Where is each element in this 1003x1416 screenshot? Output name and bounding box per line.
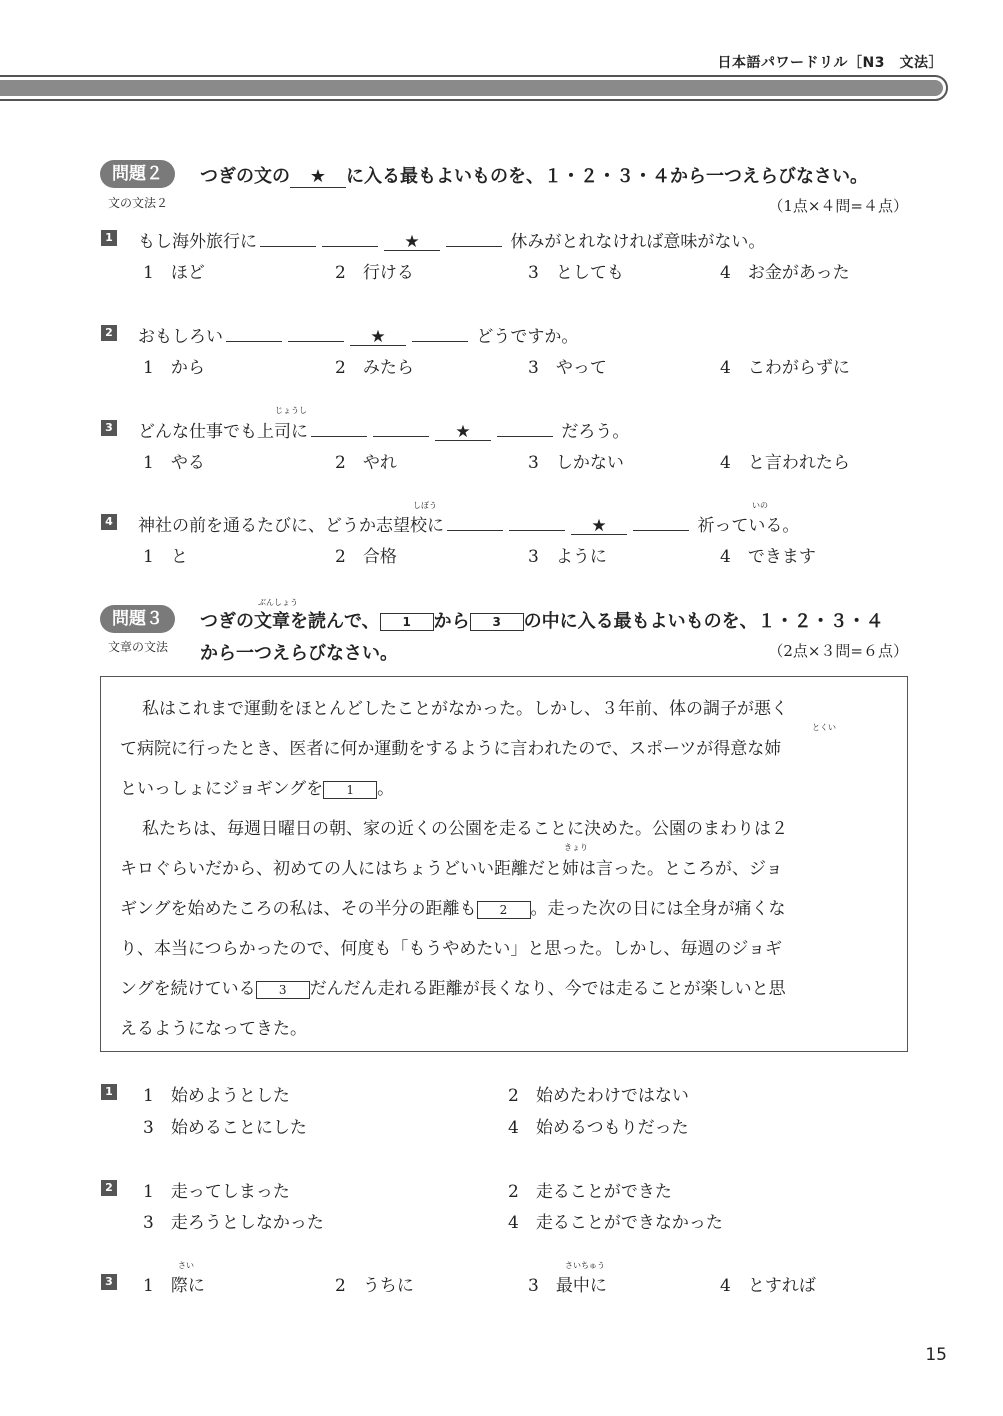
option: 2 行ける	[335, 263, 414, 283]
option: 4 走ることができなかった	[508, 1213, 723, 1233]
passage-line: 私たちは、毎週日曜日の朝、家の近くの公園を走ることに決めた。公園のまわりは２	[142, 819, 788, 839]
question-number: 4	[101, 514, 117, 530]
mondai3-instruction-line2: から一つえらびなさい。	[200, 643, 398, 664]
question-text: おもしろい ★ どうですか。	[138, 327, 579, 347]
option: 4 お金があった	[720, 263, 850, 283]
option: 2 走ることができた	[508, 1182, 672, 1202]
question-number: 2	[101, 325, 117, 341]
mondai2-instruction: つぎの文の ★ に入る最もよいものを、１・２・３・４から一つえらびなさい。	[200, 166, 868, 187]
option: 1 際に	[143, 1276, 205, 1296]
passage-line: えるようになってきた。	[120, 1019, 307, 1039]
question-number: 2	[101, 1180, 117, 1196]
question-number: 3	[101, 420, 117, 436]
option: 3 やって	[528, 358, 607, 378]
passage-line: ギングを始めたころの私は、その半分の距離も 2 。走った次の日には全身が痛くな	[120, 899, 786, 919]
option: 1 ほど	[143, 263, 205, 283]
mondai3-instruction: つぎの文章を読んで、 1 から 3 の中に入る最もよいものを、１・２・３・４	[200, 611, 884, 632]
option: 1 やる	[143, 453, 205, 473]
passage-line: といっしょにジョギングを 1 。	[120, 779, 395, 799]
question-text: もし海外旅行に ★ 休みがとれなければ意味がない。	[138, 232, 766, 252]
option: 2 うちに	[335, 1276, 414, 1296]
header-title: 日本語パワードリル［N3 文法］	[717, 55, 943, 71]
option: 4 できます	[720, 547, 816, 567]
option: 2 合格	[335, 547, 397, 567]
question-number: 3	[101, 1274, 117, 1290]
furigana: ぶんしょう	[258, 598, 298, 607]
mondai3-badge: 問題３	[100, 605, 175, 633]
question-number: 1	[101, 1084, 117, 1100]
furigana: とくい	[812, 723, 836, 732]
option: 1 始めようとした	[143, 1086, 290, 1106]
mondai3-score: （2点×３問=６点）	[768, 642, 908, 660]
option: 3 としても	[528, 263, 624, 283]
option: 2 やれ	[335, 453, 397, 473]
furigana: さいちゅう	[565, 1261, 605, 1270]
option: 2 始めたわけではない	[508, 1086, 689, 1106]
furigana: さい	[178, 1261, 194, 1270]
mondai2-sublabel: 文の文法２	[108, 196, 169, 210]
passage-line: て病院に行ったとき、医者に何か運動をするように言われたので、スポーツが得意な姉	[120, 739, 782, 759]
header-bar	[0, 75, 948, 101]
passage-line: ングを続けている 3 だんだん走れる距離が長くなり、今では走ることが楽しいと思	[120, 979, 786, 999]
option: 3 走ろうとしなかった	[143, 1213, 324, 1233]
question-text: 神社の前を通るたびに、どうか志望校に ★ 祈っている。	[138, 516, 800, 536]
option: 3 しかない	[528, 453, 624, 473]
passage-line: 私はこれまで運動をほとんどしたことがなかった。しかし、３年前、体の調子が悪く	[142, 699, 788, 719]
furigana: いの	[752, 501, 768, 510]
passage-line: り、本当につらかったので、何度も「もうやめたい」と思った。しかし、毎週のジョギ	[120, 939, 782, 959]
option: 4 始めるつもりだった	[508, 1118, 689, 1138]
option: 4 と言われたら	[720, 453, 850, 473]
mondai2-score: （1点×４問=４点）	[768, 197, 908, 215]
furigana: しぼう	[413, 501, 437, 510]
option: 1 から	[143, 358, 205, 378]
option: 1 と	[143, 547, 188, 567]
furigana: じょうし	[275, 406, 307, 415]
option: 3 始めることにした	[143, 1118, 307, 1138]
option: 4 とすれば	[720, 1276, 816, 1296]
option: 3 ように	[528, 547, 607, 567]
question-text: どんな仕事でも上司に ★ だろう。	[138, 422, 630, 442]
option: 3 最中に	[528, 1276, 607, 1296]
page-number: 15	[925, 1345, 947, 1365]
mondai3-sublabel: 文章の文法	[108, 640, 169, 654]
option: 2 みたら	[335, 358, 414, 378]
furigana: きょり	[564, 843, 588, 852]
option: 1 走ってしまった	[143, 1182, 290, 1202]
option: 4 こわがらずに	[720, 358, 850, 378]
star-blank: ★	[290, 166, 346, 188]
question-number: 1	[101, 230, 117, 246]
passage-line: キロぐらいだから、初めての人にはちょうどいい距離だと姉は言った。ところが、ジョ	[120, 859, 783, 879]
mondai2-badge: 問題２	[100, 160, 175, 188]
